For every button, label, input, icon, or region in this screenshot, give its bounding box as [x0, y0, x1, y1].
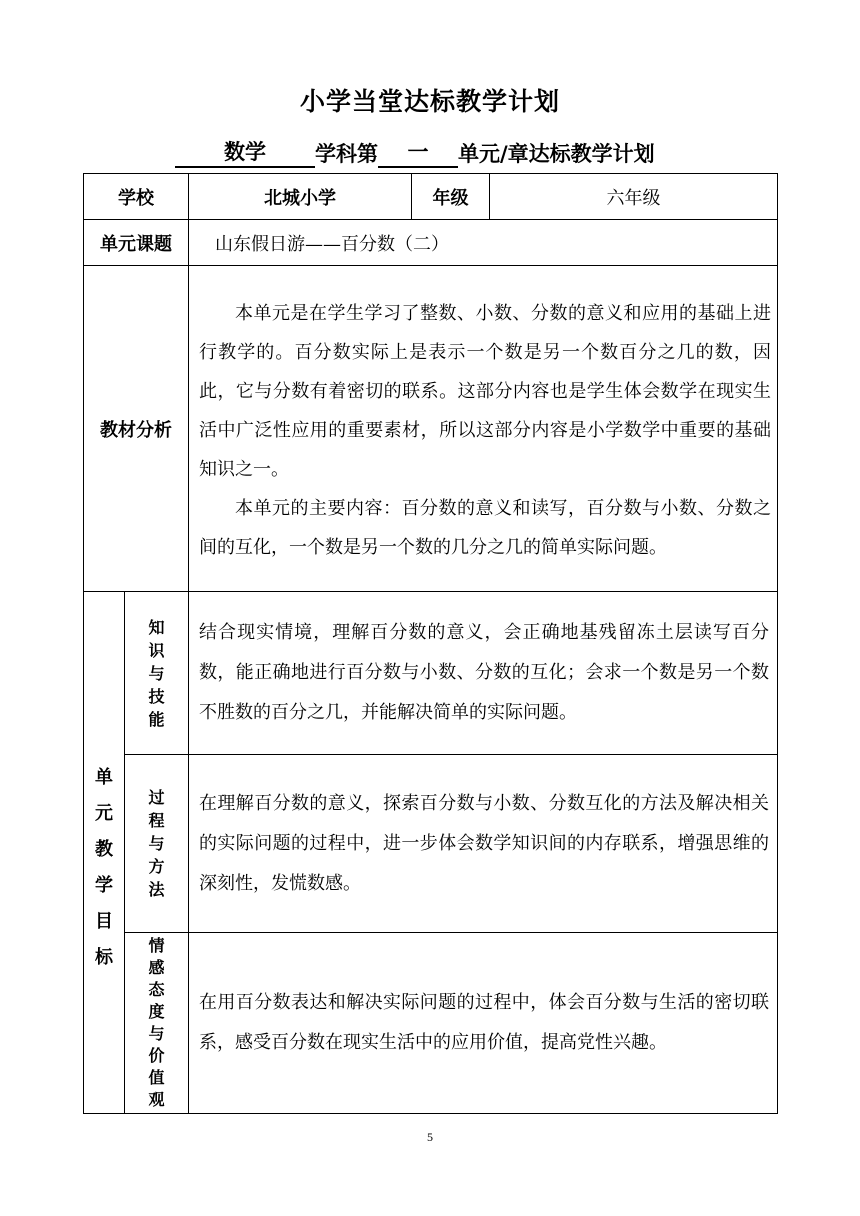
unit-suffix-text: 单元/章达标教学计划 [458, 142, 655, 166]
goal-label-char: 元 [95, 802, 113, 824]
analysis-paragraph: 本单元的主要内容：百分数的意义和读写，百分数与小数、分数之间的互化，一个数是另一个数的几分之几的简单实际问题。 [199, 498, 771, 558]
unit-number-blank: 一 [378, 138, 458, 168]
unit-topic-label: 单元课题 [84, 220, 189, 266]
process-method-text: 在理解百分数的意义，探索百分数与小数、分数互化的方法及解决相关的实际问题的过程中，进一步体会数学知识间的内存联系，增强思维的深刻性，发慌数感。 [189, 755, 778, 933]
sub-label-char: 态 [148, 980, 165, 999]
sub-label-char: 识 [148, 640, 165, 660]
school-label: 学校 [84, 174, 189, 220]
analysis-content [189, 266, 778, 592]
subject-suffix-text: 学科第 [315, 142, 378, 166]
knowledge-skills-text: 结合现实情境，理解百分数的意义，会正确地基残留冻土层读写百分数，能正确地进行百分数与小数、分数的互化；会求一个数是另一个数不胜数的百分之几，并能解决简单的实际问题。 [189, 592, 778, 755]
sub-label-char: 度 [148, 1002, 165, 1021]
sub-label-char: 能 [148, 709, 165, 729]
attitude-values-text: 在用百分数表达和解决实际问题的过程中，体会百分数与生活的密切联系，感受百分数在现实生活中的应用价值，提高党性兴趣。 [189, 933, 778, 1114]
sub-label-char: 与 [148, 834, 165, 853]
plan-table [83, 173, 778, 1114]
goal-label-char: 单 [95, 766, 113, 788]
sub-label-char: 过 [148, 788, 165, 807]
sub-label-char: 法 [148, 880, 165, 899]
goal-label-char: 标 [95, 946, 113, 968]
document-subtitle [175, 138, 655, 168]
goal-label-char: 教 [95, 838, 113, 860]
analysis-label: 教材分析 [84, 266, 189, 592]
sub-label-char: 程 [148, 811, 165, 830]
goal-label-char: 目 [95, 910, 113, 932]
sub-label-char: 与 [148, 1024, 165, 1043]
school-value: 北城小学 [189, 174, 412, 220]
goal-row-knowledge [84, 592, 778, 755]
grade-label: 年级 [412, 174, 490, 220]
document-title: 小学当堂达标教学计划 [299, 87, 560, 116]
sub-label-char: 观 [148, 1090, 165, 1109]
sub-label-char: 与 [148, 663, 165, 683]
process-method-label [125, 755, 189, 933]
analysis-row [84, 266, 778, 592]
attitude-values-label [125, 933, 189, 1114]
goal-row-attitude [84, 933, 778, 1114]
sub-label-char: 方 [148, 857, 165, 876]
sub-label-char: 感 [148, 958, 165, 977]
knowledge-skills-label [125, 592, 189, 755]
unit-goals-label [84, 592, 125, 1114]
analysis-paragraph: 本单元是在学生学习了整数、小数、分数的意义和应用的基础上进行教学的。百分数实际上是表示一个数是另一个数百分之几的数，因此，它与分数有着密切的联系。这部分内容也是学生体会数学在现实生活中广泛性应用的重要素材，所以这部分内容是小学数学中重要的基础知识之一。 [199, 303, 771, 480]
sub-label-char: 价 [148, 1046, 165, 1065]
goal-label-char: 学 [95, 874, 113, 896]
page-number: 5 [427, 1130, 433, 1144]
unit-topic-value: 山东假日游——百分数（二） [189, 220, 778, 266]
goal-row-process [84, 755, 778, 933]
subject-blank: 数学 [175, 138, 315, 168]
sub-label-char: 知 [148, 617, 165, 637]
school-grade-row [84, 174, 778, 220]
sub-label-char: 技 [148, 686, 165, 706]
sub-label-char: 值 [148, 1068, 165, 1087]
sub-label-char: 情 [148, 936, 165, 955]
grade-value: 六年级 [490, 174, 778, 220]
unit-topic-row [84, 220, 778, 266]
